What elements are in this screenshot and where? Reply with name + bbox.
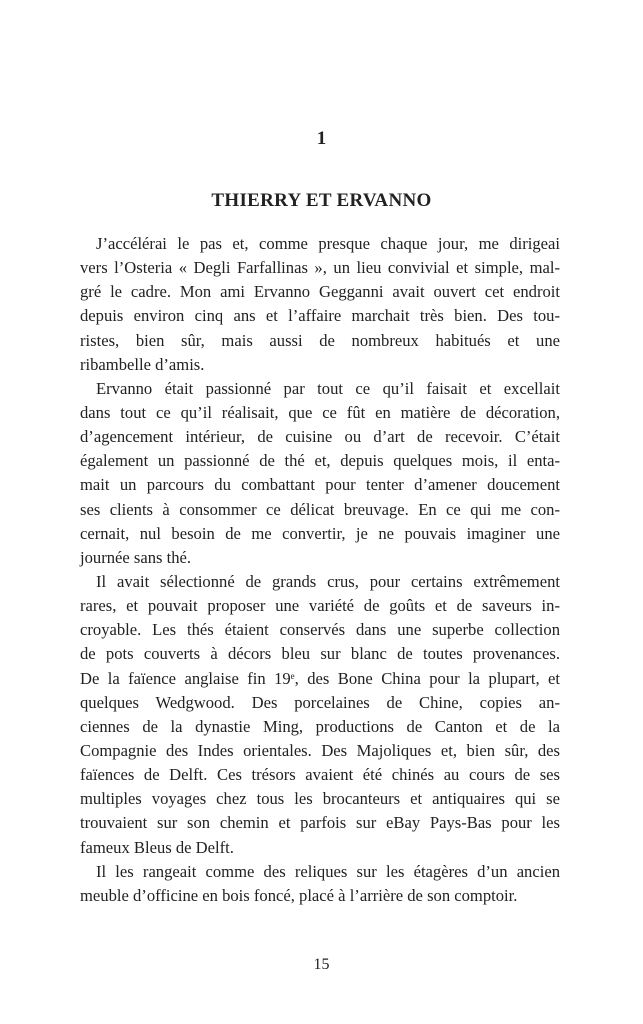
line-text: rares, et pouvait proposer une variété de goûts et de saveurs in- [80,596,560,616]
line-text: , des Bone China pour la plupart, et [294,668,560,688]
line-text: Il avait sélectionné de grands crus, pour certains extrêmement [96,571,560,591]
text-line [80,763,560,787]
text-line [80,522,560,546]
text-line [80,836,560,860]
text-line [80,498,560,522]
text-line [80,256,560,280]
line-text: multiples voyages chez tous les brocanteurs et antiquaires qui se [80,789,560,809]
line-text: Ervanno était passionné par tout ce qu’il faisait et excellait [96,378,560,398]
line-text: De la faïence anglaise fin 19 [80,668,291,688]
text-line [80,280,560,304]
line-text: meuble d’officine en bois foncé, placé à l’arrière de son comptoir. [80,885,518,905]
text-line [80,473,560,497]
line-text: faïences de Delft. Ces trésors avaient été chinés au cours de ses [80,765,560,785]
text-line [80,449,560,473]
line-text: de pots couverts à décors bleu sur blanc de toutes provenances. [80,644,560,664]
text-line [80,618,560,642]
text-line [80,642,560,666]
body-text [80,232,560,908]
paragraph [80,232,560,377]
line-text: fameux Bleus de Delft. [80,837,234,857]
line-text: J’accélérai le pas et, comme presque chaque jour, me dirigeai [96,234,560,253]
text-line [80,667,560,691]
text-line [80,232,560,256]
page-number: 15 [313,956,330,973]
line-text: vers l’Osteria « Degli Farfallinas », un lieu convivial et simple, mal- [80,258,560,278]
line-text: ciennes de la dynastie Ming, productions de Canton et de la [80,716,560,736]
superscript: e [290,670,295,681]
text-line [80,691,560,715]
line-text: Il les rangeait comme des reliques sur les étagères d’un ancien [96,861,560,881]
line-text: journée sans thé. [80,547,192,567]
text-line [80,425,560,449]
line-text: croyable. Les thés étaient conservés dans une superbe collection [80,620,560,640]
line-text: depuis environ cinq ans et l’affaire marchait très bien. Des tou- [80,306,560,326]
line-text: Compagnie des Indes orientales. Des Majoliques et, bien sûr, des [80,740,560,760]
line-text: d’agencement intérieur, de cuisine ou d’art de recevoir. C’était [80,427,560,447]
text-line [80,860,560,884]
text-line [80,304,560,328]
line-text: cernait, nul besoin de me convertir, je ne pouvais imaginer une [80,523,560,543]
line-text: trouvaient sur son chemin et parfois sur eBay Pays-Bas pour les [80,813,560,833]
line-text: mait un parcours du combattant pour tenter d’amener doucement [80,475,560,495]
text-line [80,739,560,763]
chapter-number: 1 [316,128,327,149]
line-text: gré le cadre. Mon ami Ervanno Gegganni avait ouvert cet endroit [80,282,560,302]
paragraph [80,860,560,908]
text-line [80,570,560,594]
chapter-title: THIERRY ET ERVANNO [211,190,432,211]
text-line [80,377,560,401]
text-line [80,884,560,908]
text-line [80,353,560,377]
text-line [80,811,560,835]
text-line [80,546,560,570]
line-text: également un passionné de thé et, depuis quelques mois, il enta- [80,451,560,471]
text-line [80,401,560,425]
text-line [80,594,560,618]
line-text: ses clients à consommer ce délicat breuvage. En ce qui me con- [80,499,560,519]
line-text: quelques Wedgwood. Des porcelaines de Chine, copies an- [80,692,560,712]
paragraph [80,377,560,570]
paragraph [80,570,560,860]
text-line [80,715,560,739]
text-line [80,329,560,353]
line-text: dans tout ce qu’il réalisait, que ce fût en matière de décoration, [80,402,560,422]
line-text: ribambelle d’amis. [80,354,205,374]
text-line [80,787,560,811]
line-text: ristes, bien sûr, mais aussi de nombreux habitués et une [80,330,560,350]
